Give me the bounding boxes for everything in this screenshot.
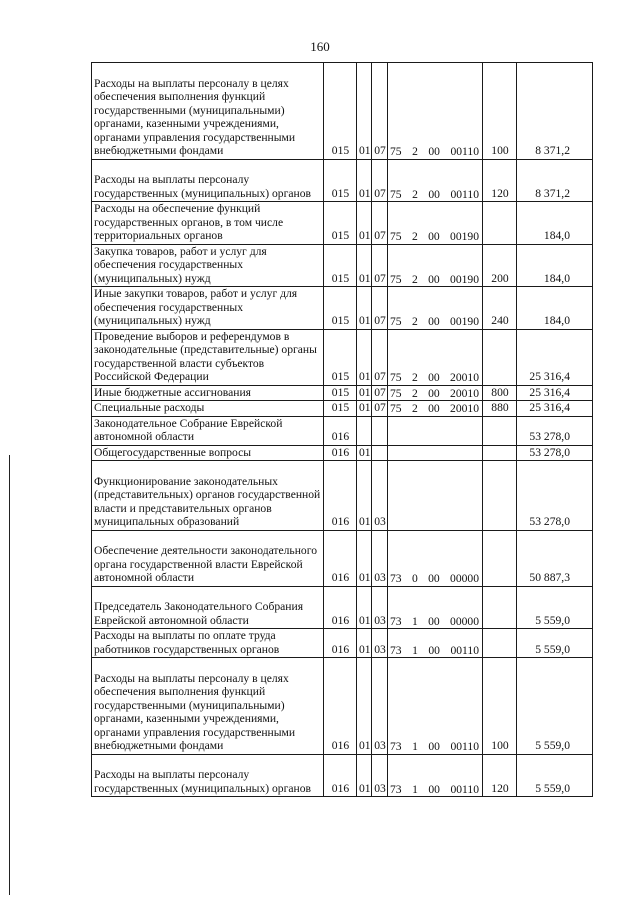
expense-type-code: 120 [483,159,517,202]
target-code-part: 75 [390,315,402,328]
expense-type-code [483,202,517,245]
ministry-code: 016 [324,586,357,629]
row-name: Расходы на выплаты персоналу государственных (муниципальных) органов [92,159,324,202]
expense-type-code [483,586,517,629]
subsection-code: 07 [372,63,388,160]
subsection-code: 07 [372,287,388,330]
amount: 5 559,0 [517,754,593,797]
expense-type-code: 880 [483,401,517,417]
ministry-code: 016 [324,461,357,531]
subsection-code: 03 [372,629,388,658]
table-row [92,287,593,330]
table-row [92,530,593,586]
target-code-part: 00000 [450,572,479,585]
row-name: Проведение выборов и референдумов в законодательные (представительные) органы государственной власти субъектов Российской Федерации [92,329,324,385]
target-code-parts [388,740,482,754]
section-code: 01 [357,658,372,755]
subsection-code: 07 [372,329,388,385]
target-code-part: 73 [390,643,402,657]
target-code [388,385,483,401]
table-row [92,445,593,461]
subsection-code [372,416,388,445]
row-name: Иные бюджетные ассигнования [92,385,324,401]
target-code-part: 00190 [450,315,479,328]
row-name: Расходы на выплаты персоналу в целях обеспечения выполнения функций государственными (муниципальными) органами, казенными учреждениями, органами управления государственными внебюджетными фондами [92,658,324,755]
row-name: Закупка товаров, работ и услуг для обеспечения государственных (муниципальных) нужд [92,244,324,287]
target-code-part: 20010 [450,371,479,384]
target-code-parts [388,402,482,416]
target-code-parts [388,615,482,629]
amount: 25 316,4 [517,385,593,401]
target-code-parts [388,783,482,797]
subsection-code: 07 [372,202,388,245]
target-code [388,401,483,417]
amount: 53 278,0 [517,461,593,531]
target-code-part: 2 [411,230,418,243]
target-code-part: 75 [390,371,402,384]
ministry-code: 016 [324,754,357,797]
target-code-part: 20010 [450,386,479,400]
row-name: Расходы на выплаты персоналу государственных (муниципальных) органов [92,754,324,797]
target-code-part: 00110 [450,145,479,158]
target-code-part: 2 [411,402,418,415]
target-code [388,63,483,160]
expense-type-code [483,461,517,531]
target-code-part: 00 [428,315,440,328]
budget-table [91,62,593,797]
ministry-code: 016 [324,530,357,586]
section-code: 01 [357,401,372,417]
ministry-code: 016 [324,629,357,658]
table-row [92,586,593,629]
target-code [388,329,483,385]
section-code: 01 [357,754,372,797]
row-name: Председатель Законодательного Собрания Еврейской автономной области [92,586,324,629]
target-code-part: 75 [390,386,402,400]
target-code-part: 73 [390,572,402,585]
target-code-part: 73 [390,740,402,753]
target-code [388,754,483,797]
target-code-parts [388,145,482,159]
target-code-parts [388,387,482,401]
row-name: Функционирование законодательных (представительных) органов государственной власти и представительных органов муниципальных образований [92,461,324,531]
section-code: 01 [357,63,372,160]
target-code-parts [388,315,482,329]
section-code: 01 [357,629,372,658]
section-code [357,416,372,445]
table-row [92,401,593,417]
target-code-parts [388,371,482,385]
expense-type-code [483,629,517,658]
target-code-part: 75 [390,145,402,158]
row-name: Обеспечение деятельности законодательного органа государственной власти Еврейской автономной области [92,530,324,586]
target-code-part: 00 [428,782,440,796]
ministry-code: 015 [324,159,357,202]
target-code [388,445,483,461]
target-code [388,159,483,202]
table-row [92,329,593,385]
target-code [388,287,483,330]
amount: 25 316,4 [517,401,593,417]
amount: 5 559,0 [517,629,593,658]
amount: 8 371,2 [517,159,593,202]
expense-type-code: 100 [483,63,517,160]
section-code: 01 [357,329,372,385]
table-row [92,385,593,401]
target-code-parts [388,273,482,287]
ministry-code: 015 [324,385,357,401]
expense-type-code [483,329,517,385]
target-code-part: 00 [428,572,440,585]
target-code [388,586,483,629]
expense-type-code: 800 [483,385,517,401]
target-code-part: 00110 [450,740,479,753]
section-code: 01 [357,202,372,245]
section-code: 01 [357,385,372,401]
target-code-part: 2 [411,315,418,328]
target-code-part: 00190 [450,230,479,243]
subsection-code: 03 [372,586,388,629]
section-code: 01 [357,445,372,461]
section-code: 01 [357,461,372,531]
target-code-part: 1 [412,643,418,657]
section-code: 01 [357,287,372,330]
target-code-part: 00000 [450,614,479,628]
target-code-part: 2 [411,371,418,384]
row-name: Расходы на выплаты по оплате труда работников государственных органов [92,629,324,658]
target-code [388,530,483,586]
target-code [388,202,483,245]
target-code-parts [388,644,482,658]
target-code-part: 00110 [450,187,479,201]
target-code-parts [388,572,482,586]
row-name: Специальные расходы [92,401,324,417]
target-code-part: 75 [390,402,402,415]
target-code-part: 00 [428,187,440,201]
subsection-code: 07 [372,159,388,202]
target-code [388,416,483,445]
expense-type-code: 120 [483,754,517,797]
ministry-code: 016 [324,658,357,755]
table-row [92,658,593,755]
target-code-part: 75 [390,187,402,201]
target-code-part: 00 [428,145,440,158]
expense-type-code: 200 [483,244,517,287]
subsection-code: 03 [372,530,388,586]
target-code-part: 00 [428,614,440,628]
ministry-code: 016 [324,416,357,445]
amount: 53 278,0 [517,416,593,445]
subsection-code [372,445,388,461]
section-code: 01 [357,244,372,287]
subsection-code: 03 [372,754,388,797]
target-code-part: 73 [390,614,402,628]
target-code-part: 2 [412,187,418,201]
subsection-code: 07 [372,244,388,287]
ministry-code: 015 [324,202,357,245]
target-code-part: 2 [411,386,418,400]
section-code: 01 [357,530,372,586]
target-code-part: 1 [412,740,418,753]
amount: 184,0 [517,202,593,245]
ministry-code: 016 [324,445,357,461]
table-row [92,416,593,445]
subsection-code: 03 [372,461,388,531]
row-name: Расходы на обеспечение функций государственных органов, в том числе территориальных органов [92,202,324,245]
target-code-part: 00 [428,230,440,243]
amount: 5 559,0 [517,586,593,629]
expense-type-code: 240 [483,287,517,330]
ministry-code: 015 [324,63,357,160]
expense-type-code [483,530,517,586]
target-code-part: 75 [390,230,402,243]
subsection-code: 07 [372,401,388,417]
margin-rule [9,455,10,895]
target-code-part: 2 [411,272,418,286]
page-number: 160 [310,39,330,54]
expense-type-code [483,416,517,445]
amount: 53 278,0 [517,445,593,461]
amount: 50 887,3 [517,530,593,586]
row-name: Расходы на выплаты персоналу в целях обеспечения выполнения функций государственными (муниципальными) органами, казенными учреждениями, органами управления государственными внебюджетными фондами [92,63,324,160]
table-row [92,63,593,160]
target-code-part: 00 [428,272,440,286]
amount: 25 316,4 [517,329,593,385]
amount: 184,0 [517,287,593,330]
target-code-part: 00 [428,740,440,753]
subsection-code: 07 [372,385,388,401]
target-code-part: 00 [428,402,440,415]
target-code-part: 1 [412,782,418,796]
amount: 8 371,2 [517,63,593,160]
section-code: 01 [357,586,372,629]
target-code [388,461,483,531]
target-code-parts [388,188,482,202]
target-code-part: 0 [411,572,418,585]
row-name: Общегосударственные вопросы [92,445,324,461]
target-code-part: 1 [411,614,418,628]
target-code-part: 20010 [450,402,479,415]
target-code-part: 00110 [450,643,479,657]
target-code [388,244,483,287]
expense-type-code: 100 [483,658,517,755]
table-row [92,159,593,202]
target-code-part: 00190 [450,272,479,286]
target-code-part: 73 [390,782,402,796]
target-code-parts [388,230,482,244]
target-code-part: 00 [428,643,440,657]
target-code-part: 75 [390,272,402,286]
table-row [92,629,593,658]
section-code: 01 [357,159,372,202]
ministry-code: 015 [324,401,357,417]
target-code-part: 2 [412,145,418,158]
table-row [92,754,593,797]
ministry-code: 015 [324,287,357,330]
amount: 5 559,0 [517,658,593,755]
ministry-code: 015 [324,329,357,385]
row-name: Законодательное Собрание Еврейской автономной области [92,416,324,445]
table-row [92,202,593,245]
target-code-part: 00 [428,386,440,400]
table-row [92,244,593,287]
target-code [388,658,483,755]
amount: 184,0 [517,244,593,287]
row-name: Иные закупки товаров, работ и услуг для обеспечения государственных (муниципальных) нужд [92,287,324,330]
ministry-code: 015 [324,244,357,287]
subsection-code: 03 [372,658,388,755]
target-code-part: 00110 [450,782,479,796]
expense-type-code [483,445,517,461]
target-code [388,629,483,658]
target-code-part: 00 [428,371,440,384]
table-row [92,461,593,531]
